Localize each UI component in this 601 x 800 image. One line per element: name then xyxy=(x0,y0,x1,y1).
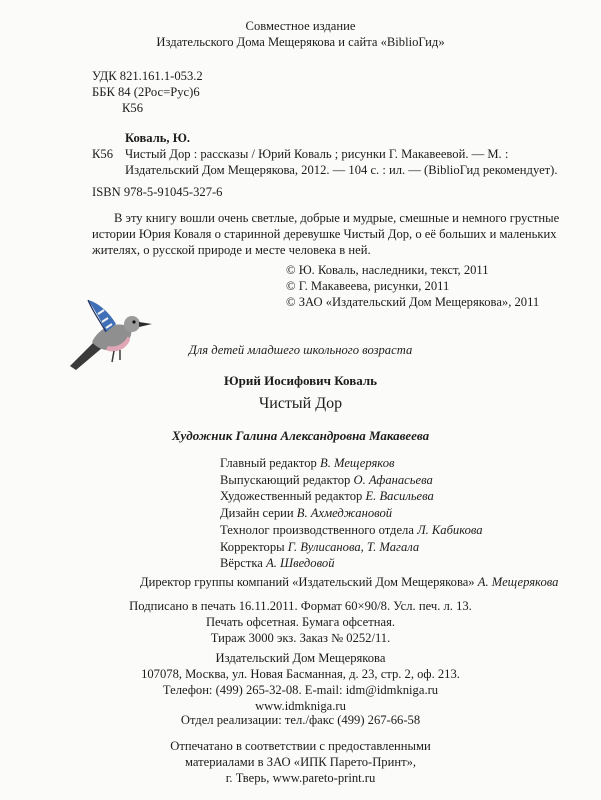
credit-layout: Вёрстка А. Шведовой xyxy=(220,556,335,571)
bird-beak xyxy=(139,322,152,327)
print-info xyxy=(0,598,601,646)
bird-wing xyxy=(88,300,116,332)
edition-line-1: Совместное издание xyxy=(245,19,356,33)
print-info-line-1: Подписано в печать 16.11.2011. Формат 60×90/8. Усл. печ. л. 13. xyxy=(129,599,472,613)
isbn: ISBN 978-5-91045-327-6 xyxy=(92,185,223,199)
udk-code: УДК 821.161.1-053.2 xyxy=(92,69,203,83)
copyright-illustrations: © Г. Макавеева, рисунки, 2011 xyxy=(286,279,450,293)
bird-eye xyxy=(132,320,135,323)
publisher-name: Издательский Дом Мещерякова xyxy=(215,651,386,665)
print-info-line-3: Тираж 3000 экз. Заказ № 0252/11. xyxy=(210,631,391,645)
annotation xyxy=(92,210,572,258)
publisher-contacts: Телефон: (499) 265-32-08. E-mail: idm@idmkniga.ru xyxy=(162,683,439,697)
classification-block xyxy=(92,68,203,116)
catalog-author: Коваль, Ю. xyxy=(125,131,191,145)
printer-info xyxy=(0,738,601,786)
copyright-text: © Ю. Коваль, наследники, текст, 2011 xyxy=(286,263,489,277)
credits-list xyxy=(220,455,483,572)
credit-series-design: Дизайн серии В. Ахмеджановой xyxy=(220,506,393,521)
catalog-code: К56 xyxy=(92,147,113,161)
book-title: Чистый Дор xyxy=(258,395,343,412)
jay-bird-illustration xyxy=(62,296,162,376)
edition-header xyxy=(0,18,601,50)
annotation-line-2: истории Юрия Коваля о старинной деревушке Чистый Дор, о её больших и маленьких xyxy=(92,227,557,241)
bird-head xyxy=(124,316,140,332)
credit-managing-editor: Выпускающий редактор О. Афанасьева xyxy=(220,472,433,487)
author-mark: К56 xyxy=(122,101,143,115)
edition-line-2: Издательского Дома Мещерякова и сайта «BiblioГид» xyxy=(156,35,445,49)
copyright-block xyxy=(286,262,539,310)
catalog-card xyxy=(92,130,572,178)
copyright-publisher: © ЗАО «Издательский Дом Мещерякова», 2011 xyxy=(286,295,540,309)
sales-department: Отдел реализации: тел./факс (499) 267-66-58 xyxy=(180,713,421,727)
catalog-entry-line-2: Издательский Дом Мещерякова, 2012. — 104 с. : ил. — (BiblioГид рекомендует). xyxy=(125,163,558,177)
catalog-title-line: Чистый Дор : рассказы / Юрий Коваль ; рисунки Г. Макавеевой. — М. : xyxy=(125,147,509,161)
director-line: Директор группы компаний «Издательский Дом Мещерякова» А. Мещерякова xyxy=(140,575,559,589)
publisher-info xyxy=(0,650,601,714)
publisher-address: 107078, Москва, ул. Новая Басманная, д. 23, стр. 2, оф. 213. xyxy=(141,667,460,681)
printer-line-2: материалами в ЗАО «ИПК Парето-Принт», xyxy=(184,755,417,769)
annotation-line-3: жителях, о русской природе и месте человека в ней. xyxy=(92,243,371,257)
annotation-line-1: В эту книгу вошли очень светлые, добрые и мудрые, смешные и немного грустные xyxy=(114,211,560,225)
printer-line-3: г. Тверь, www.pareto-print.ru xyxy=(225,771,376,785)
illustrator: Художник Галина Александровна Макавеева xyxy=(171,428,430,443)
audience-label: Для детей младшего школьного возраста xyxy=(188,343,413,357)
credit-art-editor: Художественный редактор Е. Васильева xyxy=(220,489,434,504)
publisher-site: www.idmkniga.ru xyxy=(255,699,346,713)
author-full-name: Юрий Иосифович Коваль xyxy=(224,373,377,388)
printer-line-1: Отпечатано в соответствии с предоставленными xyxy=(170,739,431,753)
credit-proofreaders: Корректоры Г. Вулисанова, Т. Магала xyxy=(220,539,420,554)
bbk-code: ББК 84 (2Рос=Рус)6 xyxy=(92,85,200,99)
credit-production-technologist: Технолог производственного отдела Л. Кабикова xyxy=(220,522,483,537)
catalog-entry-line-1 xyxy=(92,146,572,162)
print-info-line-2: Печать офсетная. Бумага офсетная. xyxy=(205,615,396,629)
credit-chief-editor: Главный редактор В. Мещеряков xyxy=(220,456,395,470)
